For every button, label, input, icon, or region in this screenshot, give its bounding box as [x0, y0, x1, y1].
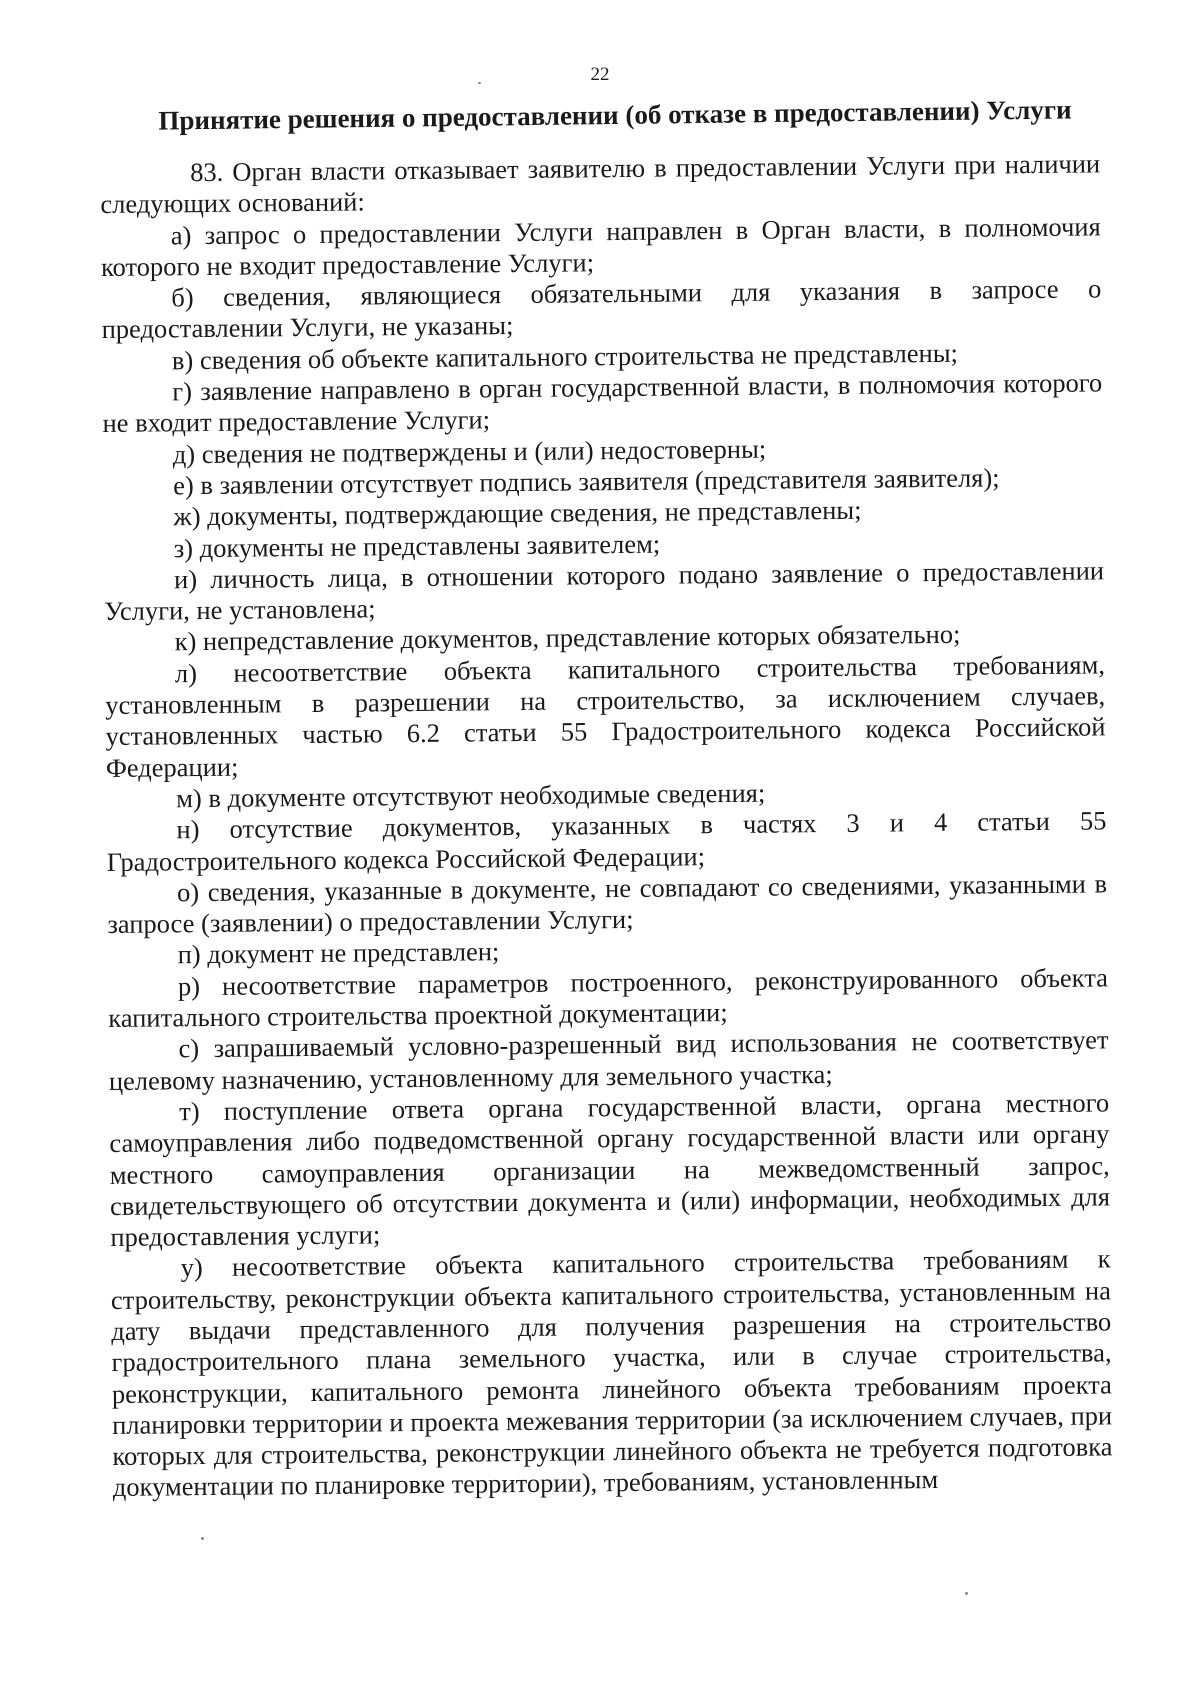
list-item-s: с) запрашиваемый условно-разрешенный вид использования не соответствует целевому назначению, установленному для земельного участка;	[108, 1024, 1109, 1096]
list-item-p: п) документ не представлен;	[177, 936, 500, 970]
list-item-g: г) заявление направлено в орган государственной власти, в полномочия которого не входит предоставление Услуги;	[102, 367, 1103, 439]
paragraph-83: 83. Орган власти отказывает заявителю в предоставлении Услуги при наличии следующих оснований:	[100, 148, 1101, 220]
list-item-o: о) сведения, указанные в документе, не совпадают со сведениями, указанными в запросе (заявлении) о предоставлении Услуги;	[107, 868, 1108, 940]
list-item-k: к) непредставление документов, представление которых обязательно;	[174, 619, 961, 657]
list-item-n: н) отсутствие документов, указанных в частях 3 и 4 статьи 55 Градостроительного кодекса Российской Федерации;	[106, 805, 1107, 877]
section-heading: Принятие решения о предоставлении (об отказе в предоставлении) Услуги	[158, 94, 1072, 136]
list-item-t: т) поступление ответа органа государственной власти, органа местного самоуправления либо подведомственной органу государственной власти или органу местного самоуправления организации на межведомственный запрос, свидетельствующего об отсутствии документа и (или) информации, необходимых для предоставления услуги;	[109, 1087, 1111, 1253]
page-number: 22	[590, 64, 610, 85]
list-item-d: д) сведения не подтверждены и (или) недостоверны;	[172, 433, 767, 469]
list-item-z: з) документы не представлены заявителем;	[173, 528, 661, 563]
list-item-i: и) личность лица, в отношении которого подано заявление о предоставлении Услуги, не установлена;	[104, 555, 1105, 627]
list-item-b: б) сведения, являющиеся обязательными для указания в запросе о предоставлении Услуги, не указаны;	[101, 273, 1102, 345]
list-item-a: а) запрос о предоставлении Услуги направлен в Орган власти, в полномочия которого не входит предоставление Услуги;	[100, 210, 1101, 282]
list-item-v: в) сведения об объекте капитального строительства не представлены;	[171, 337, 959, 376]
list-item-l: л) несоответствие объекта капитального строительства требованиям, установленным в разрешении на строительство, за исключением случаев, установленных частью 6.2 статьи 55 Градостроительного кодекса Российской Федерации;	[105, 649, 1106, 783]
list-item-u: у) несоответствие объекта капитального строительства требованиям к строительству, реконструкции объекта капитального строительства, установленным на дату выдачи представленного для получения разрешения на строительство градостроительного плана земельного участка, или в случае строительства, реконструкции, капитального ремонта линейного объекта требованиям проекта планировки территории и проекта межевания территории (за исключением случаев, при которых для строительства, реконструкции линейного объекта не требуется подготовка документации по планировке территории), требованиям, установленным	[110, 1243, 1113, 1503]
document-body	[100, 148, 1113, 1503]
scan-speck	[478, 82, 481, 84]
list-item-m: м) в документе отсутствуют необходимые сведения;	[176, 777, 766, 814]
list-item-e: е) в заявлении отсутствует подпись заявителя (представителя заявителя);	[173, 462, 1000, 501]
list-item-zh: ж) документы, подтверждающие сведения, не представлены;	[173, 494, 862, 532]
scan-speck	[201, 1537, 204, 1540]
scan-speck	[965, 1592, 968, 1595]
list-item-r: р) несоответствие параметров построенного, реконструированного объекта капитального строительства проектной документации;	[108, 962, 1109, 1033]
